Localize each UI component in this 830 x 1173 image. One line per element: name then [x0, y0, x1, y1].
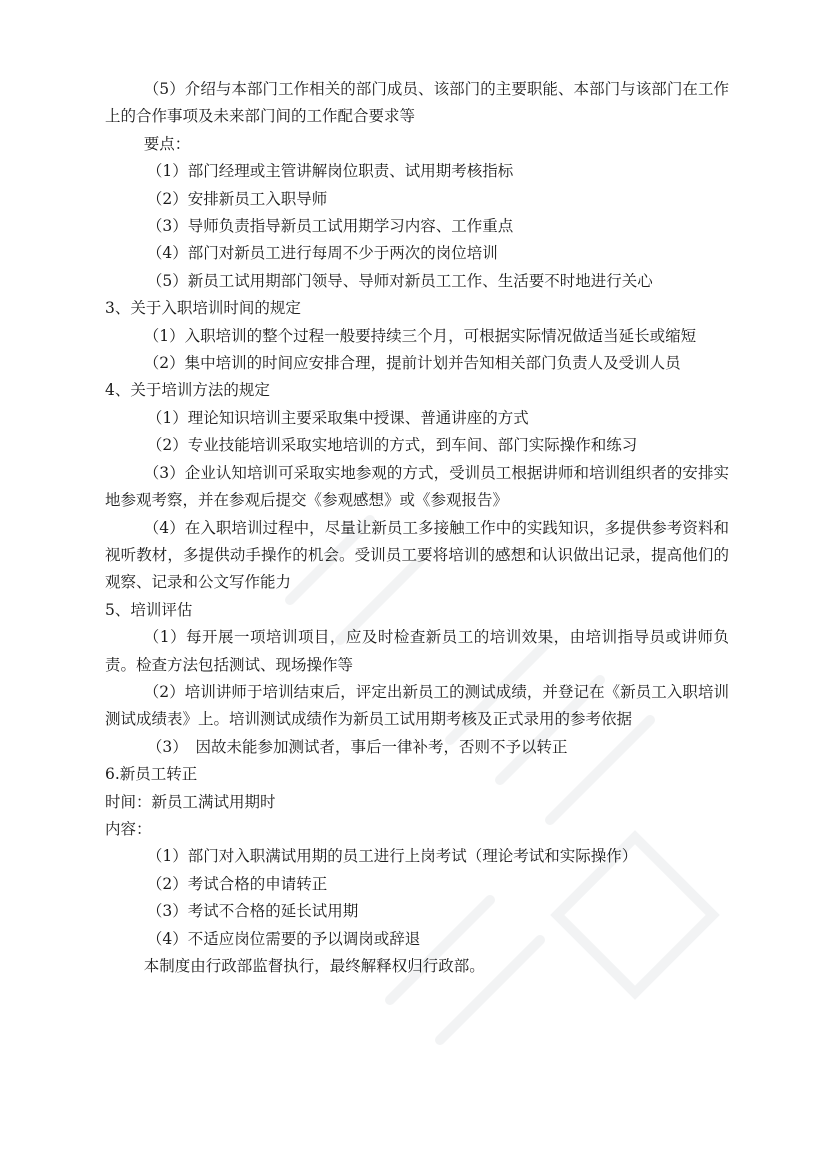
paragraph: 3、关于入职培训时间的规定 [105, 299, 301, 318]
paragraph: 时间：新员工满试用期时 [105, 792, 276, 811]
paragraph: 要点： [143, 134, 191, 153]
paragraph: （5）新员工试用期部门领导、导师对新员工工作、生活要不时地进行关心 [146, 271, 653, 290]
paragraph: （4）不适应岗位需要的予以调岗或辞退 [146, 929, 421, 948]
paragraph: （1）每开展一项培训项目，应及时检查新员工的培训效果，由培训指导员或讲师负责。检查方法包括测试、现场操作等 [105, 628, 729, 674]
paragraph: （1）部门对入职满试用期的员工进行上岗考试（理论考试和实际操作） [146, 847, 638, 866]
paragraph: （1）部门经理或主管讲解岗位职责、试用期考核指标 [146, 162, 514, 181]
paragraph: （3）导师负责指导新员工试用期学习内容、工作重点 [146, 217, 514, 236]
paragraph: （4）部门对新员工进行每周不少于两次的岗位培训 [146, 244, 498, 263]
paragraph: 6.新员工转正 [105, 765, 198, 784]
paragraph: 5、培训评估 [105, 600, 193, 619]
paragraph: （3） 因故未能参加测试者，事后一律补考，否则不予以转正 [146, 737, 568, 756]
paragraph: 本制度由行政部监督执行，最终解释权归行政部。 [143, 957, 485, 975]
paragraph: （2）考试合格的申请转正 [146, 874, 328, 893]
paragraph: （2）安排新员工入职导师 [146, 189, 328, 208]
document-body [105, 76, 729, 980]
paragraph: （5）介绍与本部门工作相关的部门成员、该部门的主要职能、本部门与该部门在工作上的合作事项及未来部门间的工作配合要求等 [105, 80, 729, 126]
paragraph: （3）企业认知培训可采取实地参观的方式，受训员工根据讲师和培训组织者的安排实地参观考察，并在参观后提交《参观感想》或《参观报告》 [105, 463, 729, 510]
paragraph: （1）入职培训的整个过程一般要持续三个月，可根据实际情况做适当延长或缩短 [143, 326, 697, 345]
paragraph: （4）在入职培训过程中，尽量让新员工多接触工作中的实践知识，多提供参考资料和视听教材，多提供动手操作的机会。受训员工要将培训的感想和认识做出记录，提高他们的观察、记录和公文写作能力 [105, 518, 729, 592]
paragraph: （2）专业技能培训采取实地培训的方式，到车间、部门实际操作和练习 [146, 436, 638, 455]
paragraph: 内容： [105, 819, 152, 838]
paragraph: （2）培训讲师于培训结束后，评定出新员工的测试成绩，并登记在《新员工入职培训测试成绩表》上。培训测试成绩作为新员工试用期考核及正式录用的参考依据 [105, 682, 729, 729]
paragraph: 4、关于培训方法的规定 [105, 381, 270, 400]
paragraph: （2）集中培训的时间应安排合理，提前计划并告知相关部门负责人及受训人员 [143, 354, 681, 373]
paragraph: （3）考试不合格的延长试用期 [146, 902, 359, 921]
paragraph: （1）理论知识培训主要采取集中授课、普通讲座的方式 [146, 408, 529, 427]
